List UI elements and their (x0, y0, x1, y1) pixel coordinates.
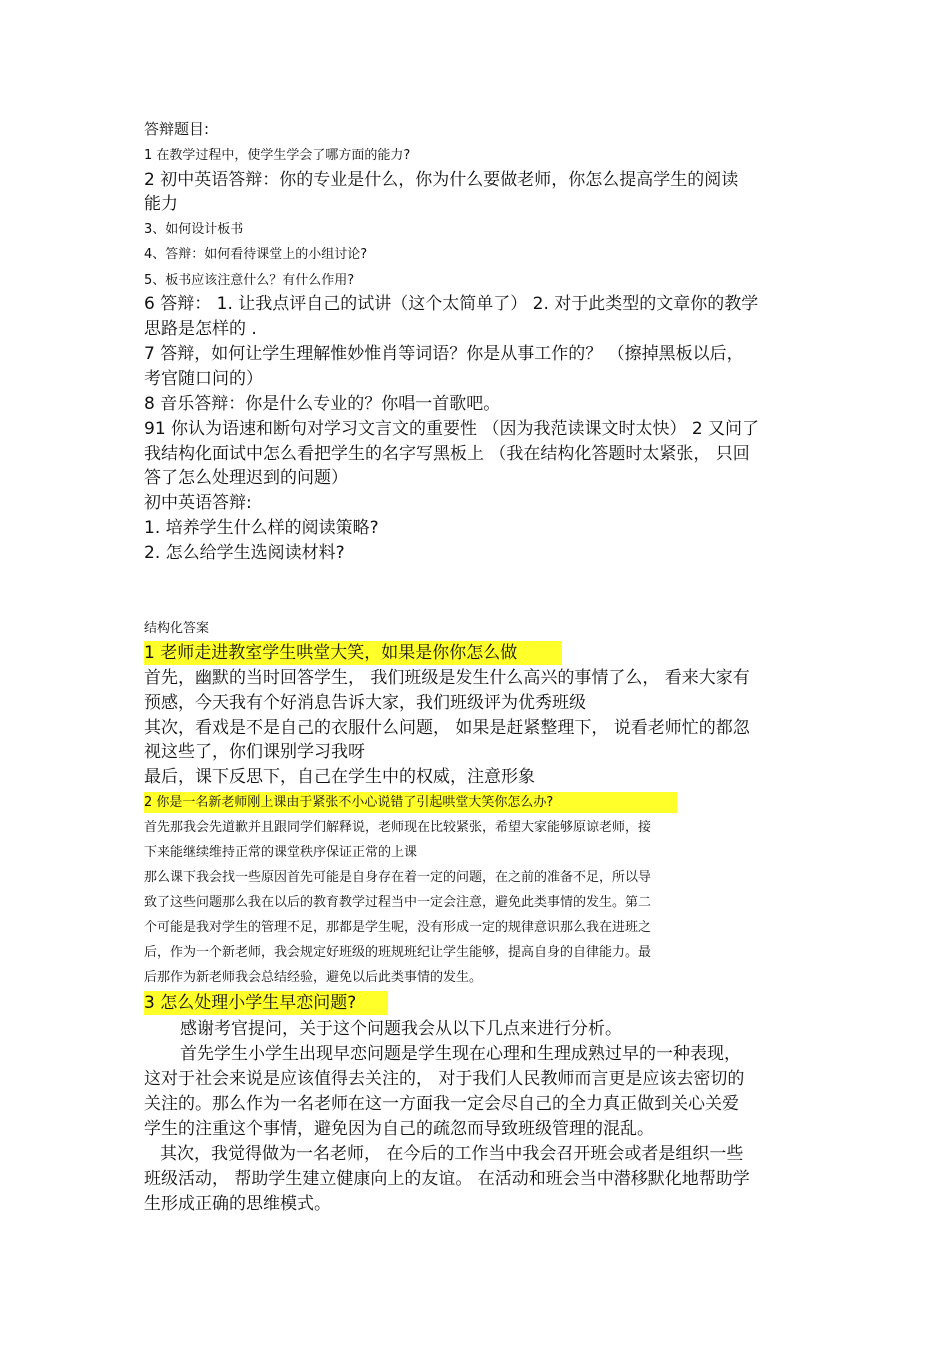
answer-heading-q2: 2 你是一名新老师刚上课由于紧张不小心说错了引起哄堂大笑你怎么办? (144, 795, 554, 810)
answer-line: 其次，我觉得做为一名老师， 在今后的工作当中我会召开班会或者是组织一些 (160, 1144, 744, 1164)
answer-line: 这对于社会来说是应该值得去关注的， 对于我们人民教师而言更是应该去密切的 (144, 1069, 745, 1089)
question-line: 6 答辩： 1. 让我点评自己的试讲（这个太简单了） 2. 对于此类型的文章你的教学 (144, 294, 759, 314)
answer-line: 关注的。那么作为一名老师在这一方面我一定会尽自己的全力真正做到关心关爱 (144, 1094, 739, 1114)
question-line: 4、答辩：如何看待课堂上的小组讨论? (144, 247, 368, 262)
answer-line: 预感，今天我有个好消息告诉大家，我们班级评为优秀班级 (144, 693, 586, 713)
answer-line: 学生的注重这个事情，避免因为自己的疏忽而导致班级管理的混乱。 (144, 1119, 654, 1139)
english-question-item: 1. 培养学生什么样的阅读策略? (144, 518, 379, 538)
question-line: 8 音乐答辩：你是什么专业的？你唱一首歌吧。 (144, 394, 501, 414)
answer-line: 其次，看戏是不是自己的衣服什么问题， 如果是赶紧整理下， 说看老师忙的都忽 (144, 718, 750, 738)
answer-line: 感谢考官提问，关于这个问题我会从以下几点来进行分析。 (180, 1019, 622, 1039)
questions-title: 答辩题目: (144, 120, 210, 138)
question-line: 1 在教学过程中，使学生学会了哪方面的能力? (144, 148, 411, 163)
answer-line: 最后，课下反思下，自己在学生中的权威，注意形象 (144, 767, 535, 787)
english-questions-title: 初中英语答辩: (144, 493, 252, 513)
answer-line: 首先，幽默的当时回答学生， 我们班级是发生什么高兴的事情了么， 看来大家有 (144, 668, 750, 688)
question-line: 思路是怎样的 . (144, 319, 257, 339)
question-line: 7 答辩，如何让学生理解惟妙惟肖等词语？你是从事工作的？ （擦掉黑板以后， (144, 344, 744, 364)
answer-line: 那么课下我会找一些原因首先可能是自身存在着一定的问题，在之前的准备不足，所以导 (144, 870, 652, 885)
answer-heading-q3: 3 怎么处理小学生早恋问题? (144, 993, 357, 1013)
answer-heading-q1: 1 老师走进教室学生哄堂大笑，如果是你你怎么做 (144, 643, 518, 663)
answer-line: 下来能继续维持正常的课堂秩序保证正常的上课 (144, 845, 418, 860)
question-line: 3、如何设计板书 (144, 222, 244, 237)
english-question-item: 2. 怎么给学生选阅读材料? (144, 543, 345, 563)
answer-line: 生形成正确的思维模式。 (144, 1194, 331, 1214)
answer-line: 个可能是我对学生的管理不足，那都是学生呢，没有形成一定的规律意识那么我在进班之 (144, 920, 652, 935)
question-line: 2 初中英语答辩：你的专业是什么，你为什么要做老师，你怎么提高学生的阅读 (144, 170, 739, 190)
question-line: 能力 (144, 194, 178, 214)
answer-line: 后，作为一个新老师，我会规定好班级的班规班纪让学生能够，提高自身的自律能力。最 (144, 945, 652, 960)
answers-title: 结构化答案 (144, 621, 210, 636)
answer-line: 后那作为新老师我会总结经验，避免以后此类事情的发生。 (144, 970, 483, 985)
answer-line: 致了这些问题那么我在以后的教育教学过程当中一定会注意，避免此类事情的发生。第二 (144, 895, 652, 910)
answer-line: 班级活动， 帮助学生建立健康向上的友谊。 在活动和班会当中潜移默化地帮助学 (144, 1169, 750, 1189)
question-line: 考官随口问的） (144, 369, 263, 389)
question-line: 5、板书应该注意什么？有什么作用? (144, 273, 355, 288)
answer-line: 视这些了，你们课别学习我呀 (144, 742, 365, 762)
question-line: 91 你认为语速和断句对学习文言文的重要性 （因为我范读课文时太快） 2 又问了 (144, 419, 760, 439)
answer-line: 首先那我会先道歉并且跟同学们解释说，老师现在比较紧张，希望大家能够原谅老师，接 (144, 820, 652, 835)
answer-line: 首先学生小学生出现早恋问题是学生现在心理和生理成熟过早的一种表现， (180, 1044, 741, 1064)
question-line: 答了怎么处理迟到的问题） (144, 468, 348, 488)
question-line: 我结构化面试中怎么看把学生的名字写黑板上 （我在结构化答题时太紧张， 只回 (144, 444, 750, 464)
